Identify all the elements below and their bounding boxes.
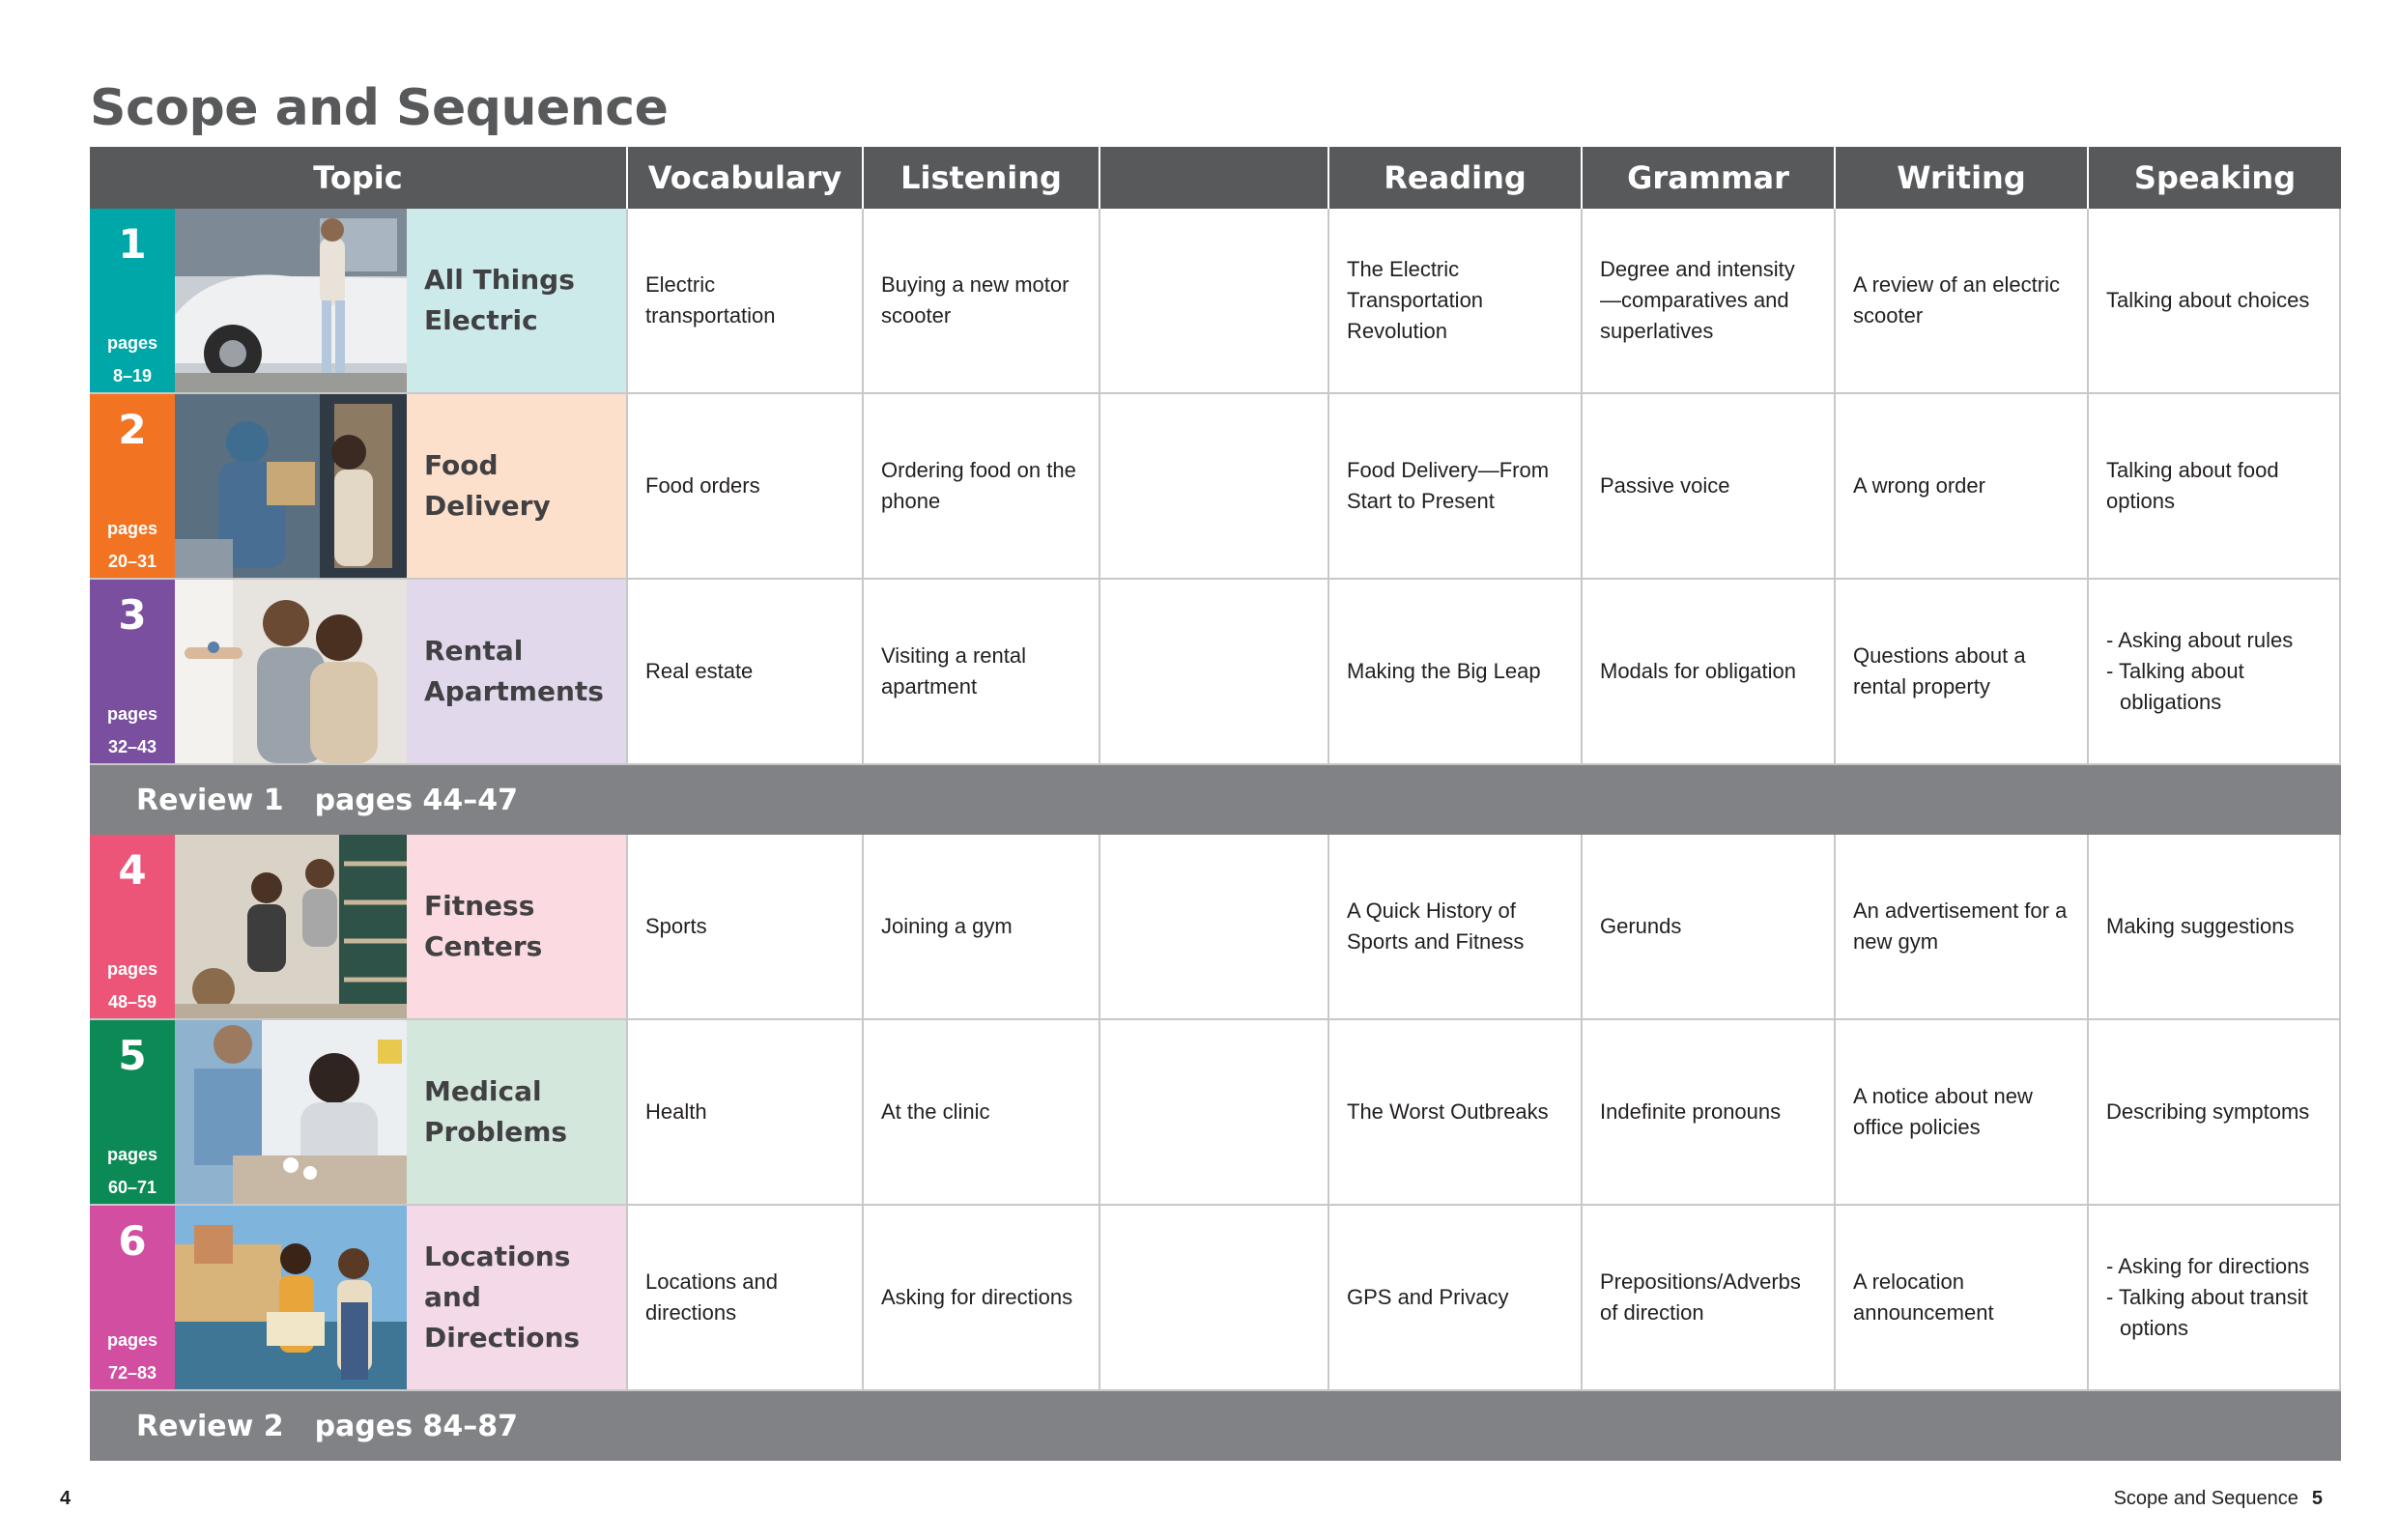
vocabulary-cell	[626, 835, 862, 1018]
unit-number: 3	[118, 591, 147, 639]
unit-number: 4	[118, 846, 147, 894]
unit-number-cell	[90, 209, 175, 392]
topic-line-1: All Things	[424, 264, 575, 296]
topic-line-2: Electric	[424, 304, 538, 336]
writing-text: An advertisement for a new gym	[1853, 898, 2068, 954]
reading-text: A Quick History of Sports and Fitness	[1347, 898, 1525, 954]
reading-text: Food Delivery—From Start to Present	[1347, 458, 1550, 513]
vocabulary-text: Real estate	[645, 659, 754, 683]
speaking-cell	[2087, 394, 2341, 578]
writing-cell	[1834, 1206, 2087, 1389]
reading-cell	[1327, 209, 1581, 392]
pages-range: 8–19	[112, 366, 153, 385]
pages-range: 20–31	[107, 552, 157, 571]
listening-text: Asking for directions	[881, 1285, 1073, 1309]
unit-number: 6	[118, 1217, 147, 1265]
grammar-cell	[1581, 209, 1834, 392]
reading-cell	[1327, 1020, 1581, 1204]
grammar-cell	[1581, 394, 1834, 578]
topic-name	[407, 1206, 626, 1389]
header-listening: Listening	[862, 147, 1099, 209]
writing-cell	[1834, 1020, 2087, 1204]
review-label: Review 1	[136, 783, 284, 817]
pages-range: 72–83	[107, 1363, 157, 1383]
topic-line-1: Locations and	[424, 1241, 571, 1313]
vocabulary-cell	[626, 580, 862, 763]
unit-pages	[90, 698, 175, 763]
writing-cell	[1834, 394, 2087, 578]
writing-cell	[1834, 835, 2087, 1018]
speaking-cell	[2087, 1020, 2341, 1204]
vocabulary-text: Locations and directions	[645, 1269, 778, 1325]
food-delivery-photo	[175, 394, 407, 578]
unit-number: 1	[118, 220, 147, 268]
review-bar-1	[90, 765, 2341, 835]
unit-pages	[90, 953, 175, 1018]
grammar-cell	[1581, 580, 1834, 763]
pages-label: pages	[106, 333, 158, 353]
grammar-cell	[1581, 1206, 1834, 1389]
page-title: Scope and Sequence	[90, 79, 669, 137]
vocabulary-text: Electric transportation	[645, 272, 776, 328]
reading-cell	[1327, 394, 1581, 578]
grammar-cell	[1581, 835, 1834, 1018]
review-pages: pages 44–47	[314, 783, 519, 817]
topic-line-2: Problems	[424, 1116, 568, 1148]
vocabulary-text: Food orders	[645, 473, 760, 498]
header-reading: Reading	[1327, 147, 1581, 209]
topic-line-1: Food Delivery	[424, 449, 551, 522]
blank-cell	[1099, 1020, 1327, 1204]
unit-group-2	[90, 835, 2341, 1391]
writing-text: A notice about new office policies	[1853, 1084, 2033, 1139]
header-grammar: Grammar	[1581, 147, 1834, 209]
unit-row	[90, 394, 2341, 580]
vocabulary-cell	[626, 394, 862, 578]
vocabulary-cell	[626, 1206, 862, 1389]
listening-text: Ordering food on the phone	[881, 458, 1076, 513]
pages-range: 60–71	[107, 1178, 157, 1197]
speaking-cell	[2087, 580, 2341, 763]
grammar-text: Prepositions/Adverbs of direction	[1600, 1269, 1801, 1325]
grammar-text: Degree and intensity —comparatives and superlatives	[1600, 257, 1795, 343]
listening-cell	[862, 835, 1099, 1018]
topic-name	[407, 209, 626, 392]
unit-row	[90, 1206, 2341, 1391]
pages-label: pages	[106, 1330, 158, 1350]
speaking-cell	[2087, 209, 2341, 392]
vocabulary-text: Sports	[645, 914, 707, 938]
vocabulary-text: Health	[645, 1099, 707, 1124]
listening-cell	[862, 209, 1099, 392]
writing-text: A wrong order	[1853, 473, 1985, 498]
grammar-text: Indefinite pronouns	[1600, 1099, 1782, 1124]
speaking-item: - Asking for directions	[2106, 1254, 2310, 1278]
speaking-text: Making suggestions	[2106, 914, 2295, 938]
topic-line-1: Fitness	[424, 890, 535, 922]
unit-pages	[90, 512, 175, 578]
tourists-map-photo	[175, 1206, 407, 1389]
speaking-cell	[2087, 1206, 2341, 1389]
unit-row	[90, 835, 2341, 1020]
unit-number-cell	[90, 1020, 175, 1204]
review-label: Review 2	[136, 1409, 284, 1443]
speaking-cell	[2087, 835, 2341, 1018]
blank-cell	[1099, 394, 1327, 578]
unit-pages	[90, 1324, 175, 1389]
listening-text: Buying a new motor scooter	[881, 272, 1070, 328]
reading-text: GPS and Privacy	[1347, 1285, 1509, 1309]
pages-range: 48–59	[107, 992, 157, 1012]
listening-cell	[862, 394, 1099, 578]
page-number-left: 4	[60, 1488, 71, 1509]
review-pages: pages 84–87	[314, 1409, 519, 1443]
unit-number-cell	[90, 394, 175, 578]
blank-cell	[1099, 580, 1327, 763]
listening-cell	[862, 1020, 1099, 1204]
reading-cell	[1327, 835, 1581, 1018]
unit-pages	[90, 327, 175, 392]
electric-car-photo	[175, 209, 407, 392]
speaking-text: Talking about food options	[2106, 458, 2279, 513]
unit-number-cell	[90, 835, 175, 1018]
unit-number: 2	[118, 406, 147, 453]
grammar-text: Passive voice	[1600, 473, 1730, 498]
pages-label: pages	[106, 959, 158, 979]
unit-pages	[90, 1138, 175, 1204]
topic-name	[407, 835, 626, 1018]
pages-label: pages	[106, 1145, 158, 1164]
blank-cell	[1099, 835, 1327, 1018]
reading-text: The Electric Transportation Revolution	[1347, 257, 1484, 343]
header-speaking: Speaking	[2087, 147, 2341, 209]
header-writing: Writing	[1834, 147, 2087, 209]
speaking-list	[2106, 625, 2322, 718]
topic-line-2: Directions	[424, 1322, 581, 1354]
sick-office-photo	[175, 1020, 407, 1204]
couple-keys-photo	[175, 580, 407, 763]
speaking-list	[2106, 1251, 2322, 1344]
topic-line-2: Apartments	[424, 675, 604, 707]
gym-photo	[175, 835, 407, 1018]
footer-title: Scope and Sequence	[2113, 1488, 2298, 1509]
listening-cell	[862, 1206, 1099, 1389]
vocabulary-cell	[626, 1020, 862, 1204]
speaking-text: Talking about choices	[2106, 288, 2310, 312]
topic-name	[407, 580, 626, 763]
unit-number: 5	[118, 1032, 147, 1079]
unit-number-cell	[90, 580, 175, 763]
scope-table	[90, 147, 2341, 1461]
unit-row	[90, 580, 2341, 765]
pages-range: 32–43	[107, 737, 157, 756]
writing-cell	[1834, 209, 2087, 392]
review-bar-2	[90, 1391, 2341, 1461]
speaking-item: - Talking about obligations	[2106, 659, 2244, 714]
page-number-right: 5	[2311, 1488, 2323, 1509]
header-topic: Topic	[313, 159, 403, 196]
topic-name	[407, 1020, 626, 1204]
header-vocabulary: Vocabulary	[626, 147, 862, 209]
blank-cell	[1099, 1206, 1327, 1389]
reading-text: Making the Big Leap	[1347, 659, 1541, 683]
topic-line-1: Rental	[424, 635, 524, 667]
writing-text: A relocation announcement	[1853, 1269, 1994, 1325]
listening-text: Visiting a rental apartment	[881, 643, 1027, 699]
listening-text: Joining a gym	[881, 914, 1013, 938]
footer-right	[2114, 1488, 2323, 1510]
reading-cell	[1327, 580, 1581, 763]
writing-text: A review of an electric scooter	[1853, 272, 2060, 328]
topic-name	[407, 394, 626, 578]
grammar-text: Modals for obligation	[1600, 659, 1797, 683]
grammar-text: Gerunds	[1600, 914, 1682, 938]
grammar-cell	[1581, 1020, 1834, 1204]
unit-row	[90, 1020, 2341, 1206]
table-header	[90, 147, 2341, 209]
header-blank	[1099, 147, 1327, 209]
listening-cell	[862, 580, 1099, 763]
speaking-item: - Talking about transit options	[2106, 1285, 2308, 1340]
pages-label: pages	[106, 704, 158, 724]
vocabulary-cell	[626, 209, 862, 392]
unit-group-1	[90, 209, 2341, 765]
writing-cell	[1834, 580, 2087, 763]
unit-row	[90, 209, 2341, 394]
topic-line-2: Centers	[424, 930, 543, 962]
speaking-item: - Asking about rules	[2106, 628, 2294, 652]
listening-text: At the clinic	[881, 1099, 990, 1124]
reading-cell	[1327, 1206, 1581, 1389]
writing-text: Questions about a rental property	[1853, 643, 2026, 699]
reading-text: The Worst Outbreaks	[1347, 1099, 1549, 1124]
topic-line-1: Medical	[424, 1075, 542, 1107]
unit-number-cell	[90, 1206, 175, 1389]
blank-cell	[1099, 209, 1327, 392]
speaking-text: Describing symptoms	[2106, 1099, 2310, 1124]
pages-label: pages	[106, 519, 158, 538]
